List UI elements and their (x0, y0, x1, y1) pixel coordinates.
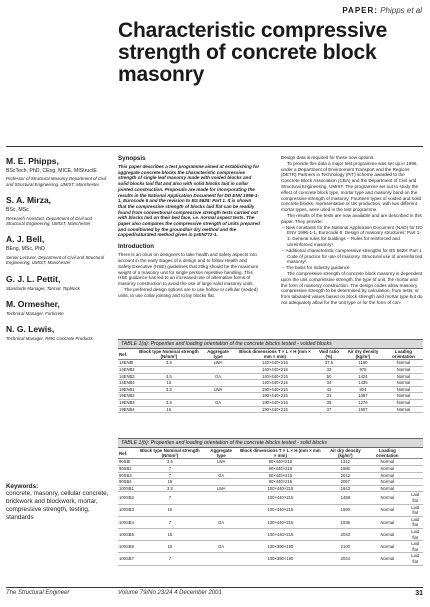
table-row (118, 466, 423, 473)
table-cell: 90SB4 (118, 479, 135, 486)
table-header-cell: Void ratio (%) (316, 349, 342, 360)
table-row (118, 516, 423, 528)
table-row (118, 504, 423, 516)
table-cell: 90×440×215 (237, 459, 323, 466)
table-cell: 37.5 (316, 360, 342, 367)
author-entry (6, 324, 110, 341)
col2-paragraph-2: The results of the tests are now available and are described in this paper. They provide: (281, 212, 422, 224)
author-name: G. J. L. Pettit, (6, 273, 61, 284)
table-row (118, 528, 423, 540)
table-cell: 7 (135, 466, 205, 473)
table-cell: Normal (384, 360, 423, 367)
table-cell (205, 466, 237, 473)
table-cell: 19ENB4 (119, 406, 135, 412)
table-cell (205, 553, 237, 565)
table-header-cell: Loading orientation (367, 448, 407, 459)
table-cell: 14ENB4 (119, 380, 135, 386)
table-cell: 42 (316, 386, 342, 393)
table-cell: Normal (367, 492, 407, 504)
author-entry (6, 195, 110, 226)
table-cell: 100SB7 (118, 553, 135, 565)
table-header-cell: Loading orientation (384, 349, 423, 360)
table-cell: 2043 (323, 528, 367, 540)
table-cell: 3.5 (136, 373, 203, 380)
table-cell (407, 459, 423, 466)
keywords-text: concrete, masonry, cellular concrete, brickwork and blockwork, mortar, compressive strength, testing, standards (6, 490, 109, 521)
author-name: A. J. Bell, (6, 234, 45, 245)
table-cell: 100SB2 (118, 492, 135, 504)
table-row (118, 386, 423, 393)
table-cell: 14ENB2 (119, 367, 135, 372)
footer-journal: The Structural Engineer (6, 590, 70, 596)
author-name: S. A. Mirza, (6, 195, 52, 206)
author-affiliation: Technical Manager, Forticrete (6, 311, 64, 317)
table-row (118, 373, 423, 380)
table-cell: 100SB5 (118, 528, 135, 540)
author-list (6, 156, 110, 350)
table-cell: 2057 (323, 479, 367, 486)
author-entry (6, 156, 110, 187)
table-1b (118, 438, 423, 566)
table-cell: LWA (205, 459, 237, 466)
table-cell: Laid flat (407, 492, 423, 504)
table-row (118, 360, 423, 367)
table-cell: Normal (367, 485, 407, 492)
author-affiliation: Standards Manager, Tarmac Topblock (6, 285, 80, 291)
table-cell: 2100 (323, 541, 367, 553)
col2-intro-end: Design data is required for these new options. (281, 155, 375, 160)
table-cell: Normal (367, 459, 407, 466)
table-cell: 100×440×215 (237, 516, 323, 528)
table-cell: 100×390×190 (237, 553, 323, 565)
table-cell: Normal (367, 479, 407, 486)
footer-rule (6, 587, 423, 588)
running-header (300, 6, 422, 15)
column-two (281, 155, 423, 306)
table-row (118, 479, 423, 486)
synopsis-heading: Synopsis (118, 155, 146, 162)
table-row (118, 393, 423, 400)
table-cell: 3.5 (135, 459, 205, 466)
footer-page-number: 31 (415, 590, 423, 597)
table-cell: Normal (367, 466, 407, 473)
table-header-cell: Air dry density (kg/m³) (323, 448, 367, 459)
table-cell: 34 (316, 380, 342, 387)
table-header-cell: Block type Nominal strength (N/mm²) (136, 349, 203, 360)
table-cell: 1312 (323, 459, 367, 466)
header-rule (6, 146, 423, 147)
author-affiliation: Professor of Structural Masonry Department of Civil and Structural Engineering, UMIST, Manchester (6, 176, 107, 187)
table-cell: Normal (384, 393, 423, 400)
table-cell: GA (202, 373, 234, 380)
table-cell: 1468 (323, 492, 367, 504)
table-cell: 824 (342, 386, 384, 393)
table-cell: 19ENB2 (119, 393, 135, 399)
table-cell: Laid flat (407, 516, 423, 528)
table-row (118, 367, 423, 374)
table-1b-grid (118, 448, 423, 566)
table-cell: 2012 (323, 472, 367, 479)
table-cell: Normal (367, 504, 407, 516)
table-cell: 15 (135, 479, 205, 486)
table-cell (202, 367, 234, 374)
table-cell: 14ENB3 (119, 373, 135, 379)
table-row (118, 541, 423, 553)
table-cell: 2044 (323, 553, 367, 565)
table-cell: Normal (384, 380, 423, 387)
table-cell: Normal (367, 472, 407, 479)
table-cell: 1435 (342, 380, 384, 387)
table-header-cell: Aggregate type (202, 349, 234, 360)
table-cell: 31 (316, 393, 342, 400)
table-1a (118, 339, 423, 413)
table-cell: Normal (384, 373, 423, 380)
table-cell: 90×440×215 (237, 479, 323, 486)
col2-paragraph-1: To provide this data a major test programme was set up in 1996, under a Department of Environment Transport and the Regions (DETR) Partners in Technology (PiT) scheme awarded to the Concrete Block Association (CBA) and the Department of Civil and Structural Engineering, UMIST. The programme set out to study the effect of concrete block type, mortar type and masonry band on the compressive strength of masonry. Fourteen types of voided and solid concrete blocks, representative of UK production, with two different mortar types, were used in the test programme. (281, 160, 422, 213)
author-degrees: BEng, MSc, PhD (6, 246, 45, 253)
table-row (118, 492, 423, 504)
table-cell: 7 (135, 516, 205, 528)
table-cell: GA (202, 399, 234, 406)
table-cell: Laid flat (407, 504, 423, 516)
table-cell: 32 (316, 367, 342, 374)
table-1b-caption: TABLE 1(b): Properties and loading orientation of the concrete blocks tested - solid blocks (118, 438, 423, 448)
table-cell: 15 (136, 406, 203, 413)
table-cell: 10 (135, 541, 205, 553)
table-cell (202, 406, 234, 413)
table-row (118, 485, 423, 492)
author-degrees: BSc, MSc (6, 207, 29, 214)
column-one (118, 155, 260, 299)
table-header-cell: Block dimensions T × L × H (mm × mm × mm) (237, 448, 323, 459)
table-header-cell: Block type Nominal strength (N/mm²) (135, 448, 205, 459)
table-cell: 190×440×215 (234, 386, 316, 393)
table-cell: 140×440×215 (234, 360, 316, 367)
table-cell: Normal (367, 528, 407, 540)
table-cell: 7 (135, 472, 205, 479)
col2-closing: The compressive strength of concrete block masonry is dependent upon the unit compressive strength, the type of unit, the mortar and the form of masonry construction. The design codes allow masonry compressive strength to be determined by calculation, from tests, or from tabulated values based on block strength and mortar type but do not adequately allow for the unit type or for the form of con- (281, 270, 423, 305)
author-name: N. G. Lewis, (6, 324, 55, 335)
table-cell: 3.5 (136, 386, 203, 393)
col2-bullet-3: – The basis for industry guidance. (282, 265, 351, 271)
table-cell: 3.5 (136, 360, 203, 367)
author-degrees: BScTech, PhD, CEng, MICE, MIStructE (6, 168, 97, 174)
table-header-cell: Block dimensions T × L × H (mm × mm × mm) (234, 349, 316, 360)
table-cell: Normal (367, 553, 407, 565)
table-cell (205, 492, 237, 504)
table-cell: 100×440×215 (237, 528, 323, 540)
table-cell: GA (205, 472, 237, 479)
table-cell: 140×440×215 (234, 367, 316, 374)
table-cell: GA (205, 516, 237, 528)
author-entry (6, 299, 110, 316)
author-affiliation: Senior Lecturer, Department of Civil and Structural Engineering, UMIST, Manchester (6, 254, 105, 266)
table-cell: 975 (342, 367, 384, 374)
table-cell: 1936 (323, 516, 367, 528)
table-cell: 90SB3 (118, 472, 135, 479)
table-cell: Normal (367, 516, 407, 528)
table-cell: Normal (384, 406, 423, 413)
table-row (118, 406, 423, 413)
table-cell: 100×440×215 (237, 492, 323, 504)
table-cell (205, 504, 237, 516)
table-cell (407, 466, 423, 473)
table-cell: 140×440×215 (234, 373, 316, 380)
table-cell: Normal (384, 386, 423, 393)
col2-bullet-1: – New constants for the National Application Document (NAD) for DD ENV 1996-1-1, Eurocode 6: Design of masonry structures: Part 1-1. General rules for buildings – Rules for reinforced and unreinforced masonry¹. (282, 224, 423, 247)
table-row (118, 399, 423, 406)
intro-paragraph-2: The preferred design options are to use hollow or cellular (voided) units, to use collar jointing and to lay blocks flat. (118, 286, 258, 298)
table-cell: 7 (135, 492, 205, 504)
table-cell: GA (205, 541, 237, 553)
table-row (118, 472, 423, 479)
running-header-authors: Phipps et al (380, 6, 422, 15)
table-cell (205, 528, 237, 540)
table-header-cell: Air dry density (kg/m³) (342, 349, 384, 360)
table-cell: 1160 (342, 360, 384, 367)
table-cell: LWA (202, 360, 234, 367)
article-title: Characteristic compressive strength of concrete block masonry (118, 19, 388, 86)
keywords-block (6, 483, 110, 522)
table-cell: 50 (316, 373, 342, 380)
table-cell: 14ENBI (118, 360, 136, 367)
table-header-cell: Ref. (118, 349, 136, 360)
table-cell: 3.5 (136, 399, 203, 406)
table-cell: 100SB3 (118, 504, 135, 516)
table-cell: 140×440×215 (234, 380, 316, 387)
table-cell: 1276 (342, 399, 384, 406)
table-1a-grid (118, 349, 423, 413)
table-row (118, 459, 423, 466)
table-cell: 1087 (342, 393, 384, 400)
table-cell: 15 (135, 528, 205, 540)
table-cell (407, 479, 423, 486)
introduction-heading: Introduction (118, 243, 155, 251)
author-name: M. E. Phipps, (6, 156, 59, 166)
table-cell: 100×440×215 (237, 485, 323, 492)
table-cell: 10 (135, 504, 205, 516)
table-cell (202, 393, 234, 400)
table-cell: 100SB4 (118, 516, 135, 528)
table-cell: Laid flat (407, 553, 423, 565)
table-cell (407, 485, 423, 492)
table-cell: 3.5 (135, 485, 205, 492)
table-cell: 15 (136, 380, 203, 387)
table-cell: 1507 (342, 406, 384, 413)
table-cell: 7 (135, 553, 205, 565)
table-cell: Normal (384, 399, 423, 406)
author-affiliation: Technical Manager, RMC Concrete Products (6, 336, 93, 342)
table-cell: 35 (316, 399, 342, 406)
author-name: M. Ormesher, (6, 299, 60, 310)
table-cell (205, 479, 237, 486)
author-entry (6, 274, 110, 291)
table-cell: 90SBI (118, 459, 135, 466)
author-affiliation: Research Assistant, Department of Civil and Structural Engineering, UMIST, Manchester (6, 215, 92, 227)
table-cell: Normal (384, 367, 423, 374)
table-cell: 90×440×215 (237, 472, 323, 479)
intro-paragraph-1: There is an onus on designers to take health and safety aspects into account in the early stages of a design and to follow Health and Safety Executive (HSE) guidelines that 20kg should be the maximum weight of a masonry unit for single person repetitive handling. This HSE guidance has led to an increased use of alternative forms of masonry construction to avoid the use of large solid masonry units. (118, 252, 259, 287)
col2-bullet-2: – Additional characteristic compressive strengths for BS 5628: Part 1 Code of practice for use of masonry, Structural use of unreinforced masonry². (282, 247, 423, 265)
keywords-label: Keywords: (6, 483, 39, 490)
table-cell: Laid flat (407, 541, 423, 553)
table-cell: 1500 (323, 504, 367, 516)
author-entry (6, 234, 110, 265)
table-row (118, 553, 423, 565)
table-cell: 1643 (323, 485, 367, 492)
table-cell: 100SB1 (119, 485, 134, 491)
table-cell (136, 393, 203, 400)
table-cell: LWA (205, 485, 237, 492)
table-header-cell: Ref. (118, 448, 135, 459)
table-cell: 1580 (323, 466, 367, 473)
table-header-cell (407, 448, 423, 459)
table-1a-caption: TABLE 1(a): Properties and loading orientation of the concrete blocks tested - voided blocks (118, 339, 423, 349)
footer-volume: Volume 79/No 23/24 4 December 2001 (118, 590, 222, 596)
table-cell: 190×440×215 (234, 393, 316, 400)
table-cell: Normal (367, 541, 407, 553)
table-cell: 190×440×215 (234, 399, 316, 406)
table-cell: 100SB6 (118, 541, 135, 553)
table-cell (202, 380, 234, 387)
table-row (118, 380, 423, 387)
table-cell: Laid flat (407, 528, 423, 540)
table-cell: 100×440×215 (237, 504, 323, 516)
table-header-cell: Aggregate type (205, 448, 237, 459)
table-cell: 1424 (342, 373, 384, 380)
table-cell: 37 (316, 406, 342, 413)
table-cell: 90SB2 (118, 466, 135, 473)
table-cell: 19ENB3 (119, 399, 135, 405)
table-cell (407, 472, 423, 479)
table-cell: 190×440×215 (234, 406, 316, 413)
table-cell: 19ENB1 (119, 386, 135, 392)
table-cell: 100×390×190 (237, 541, 323, 553)
table-cell: LWA (202, 386, 234, 393)
synopsis-text: This paper describes a test programme aimed at establishing for aggregate concrete blocks the characteristic compressive strength of single leaf masonry made with voided blocks and solid blocks laid flat and also with solid blocks laid in collar jointed construction. Proposals are made for incorporating the results in the National Application Document for DD ENV 1996-1-1, Eurocode 6 and the revision to BS 5628: Part 1. It is shown that the compressive strength of blocks laid flat can be readily found from conventional compressive strength tests carried out with blocks laid on their bed face, i.e. normal aspect tests. The paper also compares the compressive strength of units prepared and conditioned by the ground/air dry method and the capped/saturated method given in prEN772-1. (118, 164, 260, 238)
running-header-label: PAPER: (342, 6, 378, 15)
table-cell (136, 367, 203, 374)
table-cell: 90×440×215 (237, 466, 323, 473)
